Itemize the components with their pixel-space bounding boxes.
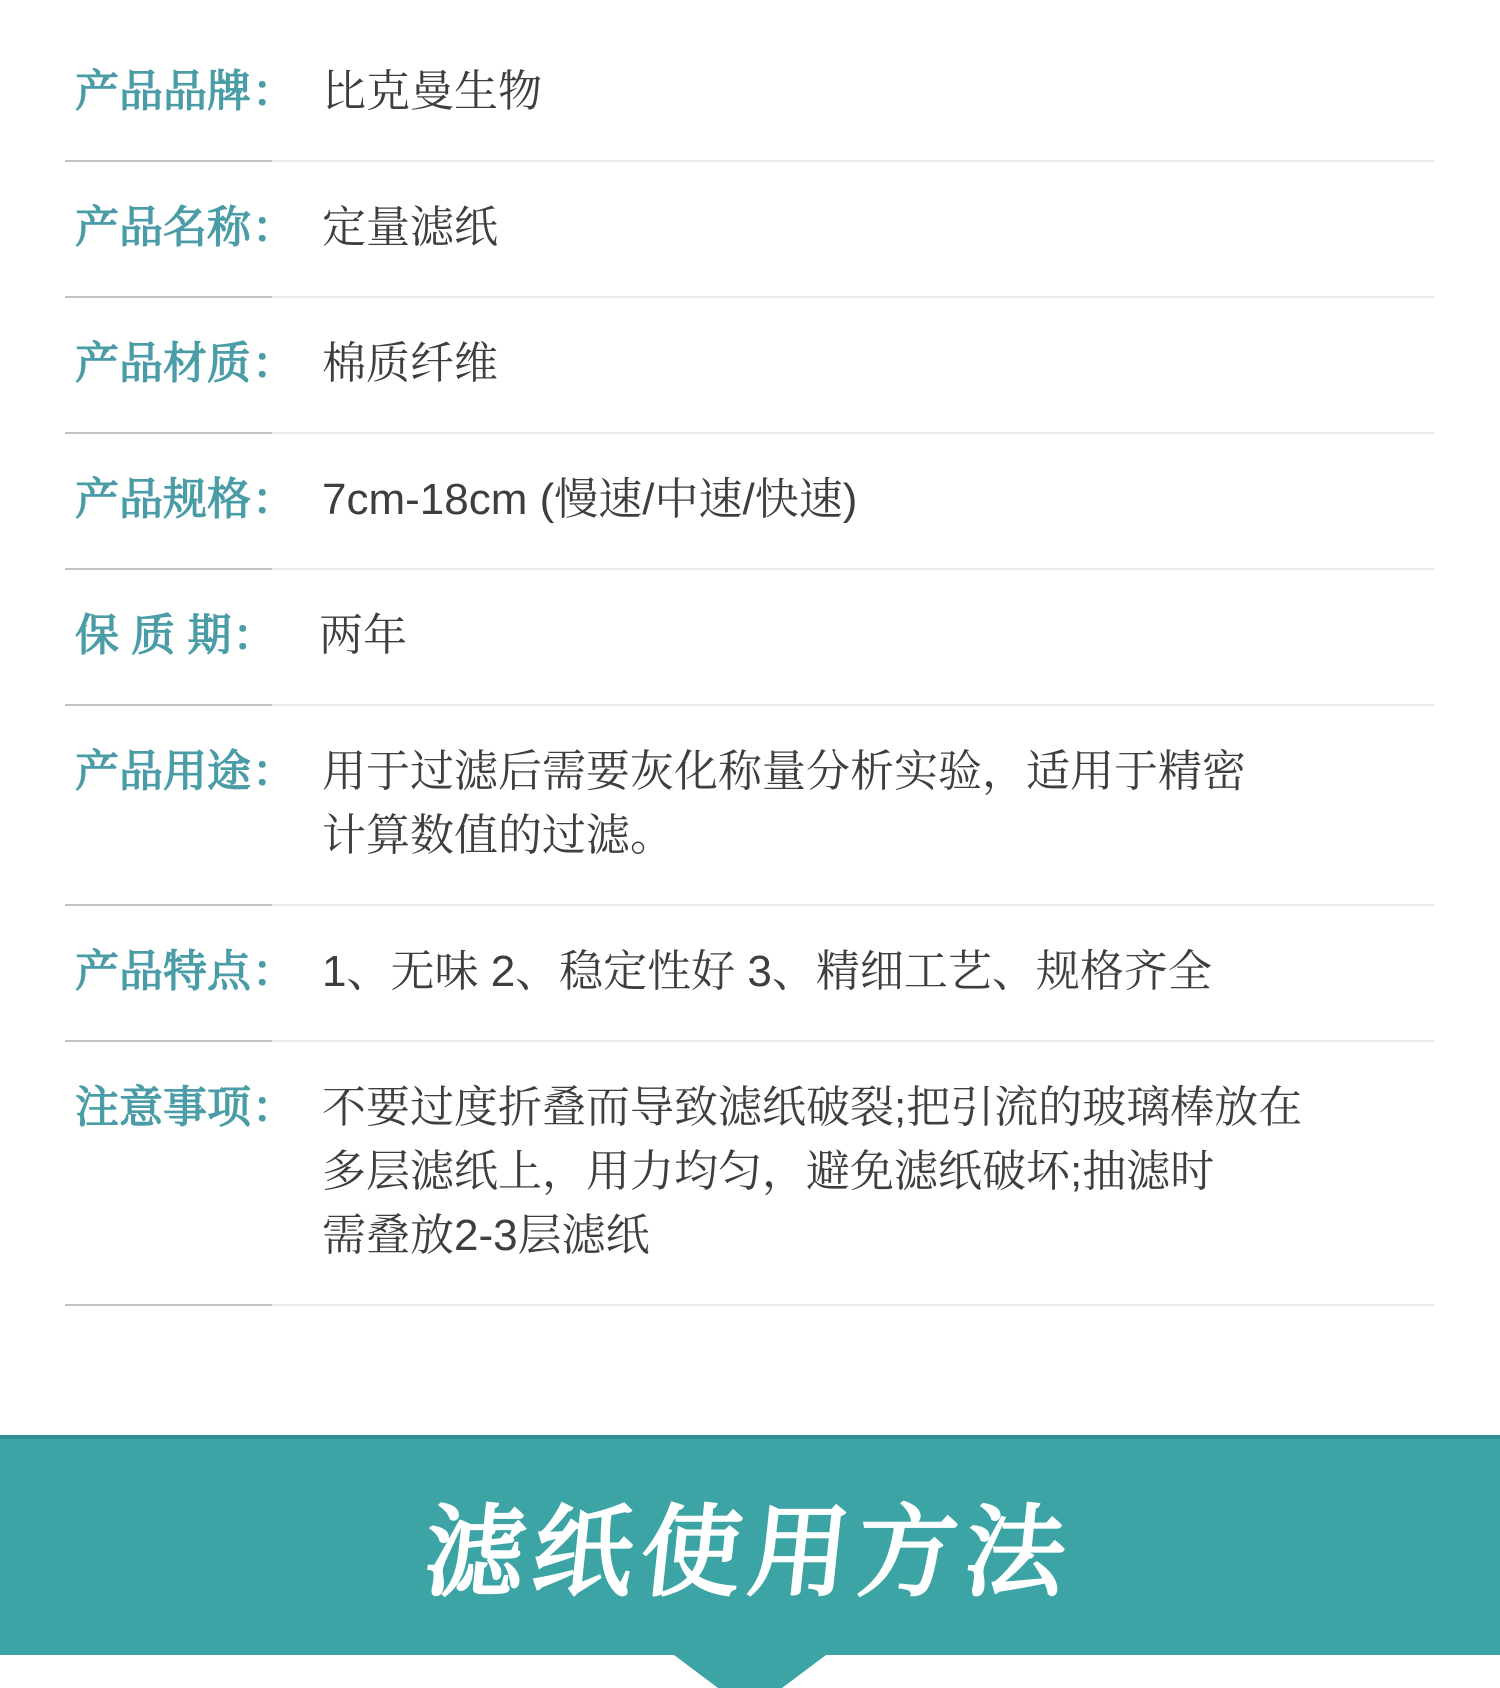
spec-label-size: 产品规格 [75,475,251,524]
value-line: 7cm-18cm (慢速/中速/快速) [322,475,858,524]
spec-label-wrap [75,1076,296,1140]
spec-value-features [322,940,1212,1004]
value-line: 1、无味 2、稳定性好 3、精细工艺、规格齐全 [322,947,1212,996]
spec-label-wrap [75,332,296,396]
row-divider [65,568,1435,570]
value-line: 多层滤纸上，用力均匀，避免滤纸破坏;抽滤时 [322,1147,1215,1196]
spec-row-brand [65,26,1435,160]
spec-label-wrap [75,604,293,668]
value-line: 定量滤纸 [322,203,498,252]
spec-label-wrap [75,468,296,532]
row-divider [65,296,1435,298]
label-colon: ： [252,203,296,252]
value-line: 用于过滤后需要灰化称量分析实验，适用于精密 [322,747,1246,796]
label-colon: ： [252,67,296,116]
banner-title: 滤纸使用方法 [419,1497,1080,1609]
spec-value-material [322,332,498,396]
row-divider [65,904,1435,906]
spec-row-usage [65,706,1435,904]
spec-label-name: 产品名称 [75,203,251,252]
spec-value-brand [322,60,542,124]
spec-value-shelf-life [319,604,407,668]
spec-row-shelf-life [65,570,1435,704]
row-divider [65,1040,1435,1042]
label-colon: ： [252,475,296,524]
value-line: 两年 [319,611,407,660]
banner-tail-triangle [674,1655,826,1688]
spec-label-usage: 产品用途 [75,747,251,796]
spec-label-material: 产品材质 [75,339,251,388]
spec-label-wrap [75,196,296,260]
spec-label-features: 产品特点 [75,947,251,996]
spec-value-name [322,196,498,260]
spec-value-usage [322,740,1246,868]
spec-row-name [65,162,1435,296]
spec-row-size [65,434,1435,568]
spec-label-shelf-life: 保 质 期 [75,611,232,660]
usage-banner [0,1435,1500,1655]
spec-label-wrap [75,740,296,804]
spec-value-size [322,468,857,532]
row-divider [65,432,1435,434]
row-divider [65,160,1435,162]
spec-label-wrap [75,940,296,1004]
spec-row-features [65,906,1435,1040]
value-line: 不要过度折叠而导致滤纸破裂;把引流的玻璃棒放在 [322,1083,1303,1132]
spec-label-wrap [75,60,296,124]
spec-label-brand: 产品品牌 [75,67,251,116]
value-line: 计算数值的过滤。 [322,811,674,860]
label-colon: ： [252,947,296,996]
value-line: 比克曼生物 [322,67,542,116]
row-divider [65,1304,1435,1306]
row-divider [65,704,1435,706]
value-line: 需叠放2-3层滤纸 [322,1211,650,1260]
value-line: 棉质纤维 [322,339,498,388]
label-colon: ： [252,747,296,796]
label-colon: ： [232,611,277,660]
spec-row-precautions [65,1042,1435,1304]
spec-label-precautions: 注意事项 [75,1083,251,1132]
spec-value-precautions [322,1076,1302,1268]
label-colon: ： [252,1083,296,1132]
label-colon: ： [252,339,296,388]
spec-row-material [65,298,1435,432]
